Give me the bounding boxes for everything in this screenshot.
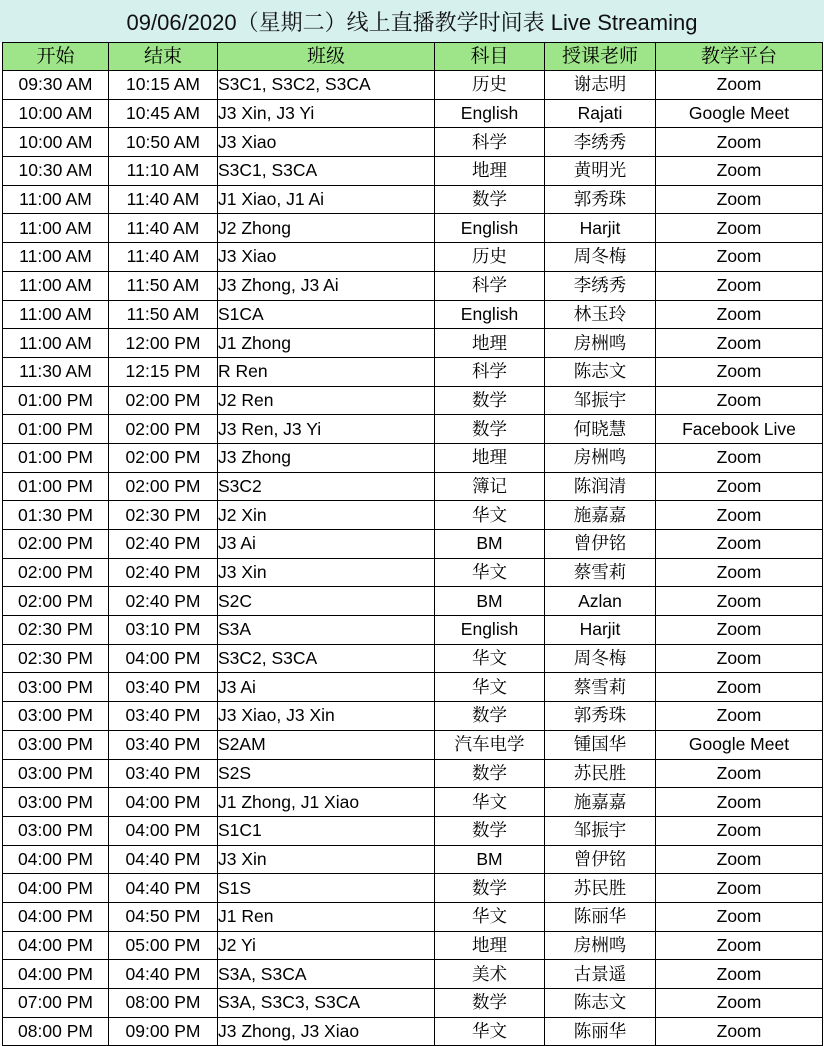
table-row <box>3 587 823 616</box>
platform-cell: Zoom <box>656 185 823 214</box>
end-time-cell: 04:00 PM <box>109 788 218 817</box>
teacher-cell: 李绣秀 <box>545 128 656 157</box>
start-time-cell: 04:00 PM <box>3 931 109 960</box>
subject-cell: 数学 <box>435 874 545 903</box>
teacher-cell: 郭秀珠 <box>545 185 656 214</box>
end-time-cell: 04:40 PM <box>109 845 218 874</box>
end-time-cell: 05:00 PM <box>109 931 218 960</box>
class-cell: J1 Zhong <box>218 329 435 358</box>
end-time-cell: 02:00 PM <box>109 415 218 444</box>
teacher-cell: 房栦鸣 <box>545 329 656 358</box>
teacher-cell: 陈丽华 <box>545 902 656 931</box>
start-time-cell: 02:30 PM <box>3 616 109 645</box>
start-time-cell: 02:00 PM <box>3 587 109 616</box>
end-time-cell: 03:40 PM <box>109 673 218 702</box>
end-time-cell: 09:00 PM <box>109 1017 218 1046</box>
class-cell: S3A <box>218 616 435 645</box>
class-cell: J2 Ren <box>218 386 435 415</box>
platform-cell: Zoom <box>656 759 823 788</box>
start-time-cell: 01:00 PM <box>3 415 109 444</box>
schedule-body <box>3 71 823 1046</box>
start-time-cell: 10:00 AM <box>3 128 109 157</box>
start-time-cell: 03:00 PM <box>3 673 109 702</box>
start-time-cell: 07:00 PM <box>3 989 109 1018</box>
teacher-cell: 锺国华 <box>545 730 656 759</box>
teacher-cell: 施嘉嘉 <box>545 788 656 817</box>
end-time-cell: 03:40 PM <box>109 702 218 731</box>
header-end: 结束 <box>109 43 218 71</box>
start-time-cell: 01:00 PM <box>3 386 109 415</box>
class-cell: J3 Ai <box>218 673 435 702</box>
table-row <box>3 71 823 100</box>
start-time-cell: 11:00 AM <box>3 271 109 300</box>
header-teacher: 授课老师 <box>545 43 656 71</box>
teacher-cell: 房栦鸣 <box>545 443 656 472</box>
start-time-cell: 03:00 PM <box>3 788 109 817</box>
end-time-cell: 04:00 PM <box>109 816 218 845</box>
teacher-cell: Harjit <box>545 616 656 645</box>
end-time-cell: 04:50 PM <box>109 902 218 931</box>
platform-cell: Zoom <box>656 989 823 1018</box>
start-time-cell: 10:00 AM <box>3 99 109 128</box>
teacher-cell: 邹振宇 <box>545 816 656 845</box>
end-time-cell: 04:00 PM <box>109 644 218 673</box>
table-row <box>3 214 823 243</box>
class-cell: S2AM <box>218 730 435 759</box>
table-row <box>3 902 823 931</box>
class-cell: S2S <box>218 759 435 788</box>
page-title: 09/06/2020（星期二）线上直播教学时间表 Live Streaming <box>0 0 824 42</box>
teacher-cell: 周冬梅 <box>545 243 656 272</box>
class-cell: J3 Xin <box>218 845 435 874</box>
table-row <box>3 157 823 186</box>
teacher-cell: 黄明光 <box>545 157 656 186</box>
end-time-cell: 11:10 AM <box>109 157 218 186</box>
subject-cell: 华文 <box>435 788 545 817</box>
header-start: 开始 <box>3 43 109 71</box>
start-time-cell: 01:30 PM <box>3 501 109 530</box>
platform-cell: Facebook Live <box>656 415 823 444</box>
start-time-cell: 11:00 AM <box>3 329 109 358</box>
class-cell: J1 Ren <box>218 902 435 931</box>
teacher-cell: 李绣秀 <box>545 271 656 300</box>
table-row <box>3 357 823 386</box>
schedule-table <box>2 42 823 1046</box>
teacher-cell: 曾伊铭 <box>545 845 656 874</box>
platform-cell: Zoom <box>656 243 823 272</box>
table-row <box>3 443 823 472</box>
subject-cell: 数学 <box>435 702 545 731</box>
platform-cell: Zoom <box>656 300 823 329</box>
header-class: 班级 <box>218 43 435 71</box>
table-row <box>3 558 823 587</box>
teacher-cell: 陈志文 <box>545 989 656 1018</box>
class-cell: J3 Xin <box>218 558 435 587</box>
teacher-cell: 周冬梅 <box>545 644 656 673</box>
table-row <box>3 271 823 300</box>
end-time-cell: 02:40 PM <box>109 587 218 616</box>
subject-cell: 科学 <box>435 128 545 157</box>
table-row <box>3 472 823 501</box>
start-time-cell: 11:30 AM <box>3 357 109 386</box>
platform-cell: Zoom <box>656 960 823 989</box>
subject-cell: 簿记 <box>435 472 545 501</box>
end-time-cell: 12:15 PM <box>109 357 218 386</box>
teacher-cell: Azlan <box>545 587 656 616</box>
table-row <box>3 386 823 415</box>
table-row <box>3 185 823 214</box>
table-row <box>3 1017 823 1046</box>
teacher-cell: 蔡雪莉 <box>545 673 656 702</box>
start-time-cell: 11:00 AM <box>3 214 109 243</box>
class-cell: S1C1 <box>218 816 435 845</box>
platform-cell: Zoom <box>656 443 823 472</box>
platform-cell: Google Meet <box>656 730 823 759</box>
teacher-cell: 何晓慧 <box>545 415 656 444</box>
header-row <box>3 43 823 71</box>
teacher-cell: 苏民胜 <box>545 874 656 903</box>
class-cell: J2 Zhong <box>218 214 435 243</box>
end-time-cell: 11:40 AM <box>109 214 218 243</box>
subject-cell: 数学 <box>435 989 545 1018</box>
teacher-cell: 陈志文 <box>545 357 656 386</box>
subject-cell: English <box>435 300 545 329</box>
start-time-cell: 03:00 PM <box>3 730 109 759</box>
end-time-cell: 03:40 PM <box>109 730 218 759</box>
end-time-cell: 04:40 PM <box>109 960 218 989</box>
platform-cell: Zoom <box>656 329 823 358</box>
table-row <box>3 874 823 903</box>
subject-cell: BM <box>435 530 545 559</box>
platform-cell: Zoom <box>656 788 823 817</box>
platform-cell: Google Meet <box>656 99 823 128</box>
class-cell: J3 Xiao <box>218 128 435 157</box>
class-cell: J1 Xiao, J1 Ai <box>218 185 435 214</box>
class-cell: S1S <box>218 874 435 903</box>
start-time-cell: 03:00 PM <box>3 702 109 731</box>
teacher-cell: Rajati <box>545 99 656 128</box>
end-time-cell: 02:00 PM <box>109 443 218 472</box>
subject-cell: 华文 <box>435 1017 545 1046</box>
platform-cell: Zoom <box>656 702 823 731</box>
table-row <box>3 989 823 1018</box>
class-cell: S2C <box>218 587 435 616</box>
platform-cell: Zoom <box>656 271 823 300</box>
platform-cell: Zoom <box>656 386 823 415</box>
table-row <box>3 300 823 329</box>
subject-cell: 历史 <box>435 243 545 272</box>
end-time-cell: 10:45 AM <box>109 99 218 128</box>
subject-cell: 科学 <box>435 271 545 300</box>
class-cell: J3 Ren, J3 Yi <box>218 415 435 444</box>
subject-cell: 数学 <box>435 759 545 788</box>
subject-cell: 数学 <box>435 816 545 845</box>
subject-cell: 数学 <box>435 185 545 214</box>
subject-cell: 华文 <box>435 501 545 530</box>
class-cell: J1 Zhong, J1 Xiao <box>218 788 435 817</box>
header-subject: 科目 <box>435 43 545 71</box>
start-time-cell: 09:30 AM <box>3 71 109 100</box>
table-row <box>3 759 823 788</box>
header-platform: 教学平台 <box>656 43 823 71</box>
platform-cell: Zoom <box>656 874 823 903</box>
class-cell: S3A, S3C3, S3CA <box>218 989 435 1018</box>
end-time-cell: 10:15 AM <box>109 71 218 100</box>
teacher-cell: 曾伊铭 <box>545 530 656 559</box>
table-row <box>3 616 823 645</box>
subject-cell: 地理 <box>435 443 545 472</box>
platform-cell: Zoom <box>656 673 823 702</box>
end-time-cell: 03:40 PM <box>109 759 218 788</box>
subject-cell: 科学 <box>435 357 545 386</box>
subject-cell: English <box>435 99 545 128</box>
end-time-cell: 02:00 PM <box>109 386 218 415</box>
class-cell: J3 Zhong, J3 Ai <box>218 271 435 300</box>
class-cell: R Ren <box>218 357 435 386</box>
end-time-cell: 11:40 AM <box>109 243 218 272</box>
platform-cell: Zoom <box>656 931 823 960</box>
table-row <box>3 845 823 874</box>
start-time-cell: 11:00 AM <box>3 185 109 214</box>
class-cell: J3 Xin, J3 Yi <box>218 99 435 128</box>
subject-cell: 数学 <box>435 415 545 444</box>
platform-cell: Zoom <box>656 71 823 100</box>
end-time-cell: 08:00 PM <box>109 989 218 1018</box>
start-time-cell: 08:00 PM <box>3 1017 109 1046</box>
subject-cell: 美术 <box>435 960 545 989</box>
platform-cell: Zoom <box>656 472 823 501</box>
platform-cell: Zoom <box>656 357 823 386</box>
teacher-cell: 施嘉嘉 <box>545 501 656 530</box>
class-cell: J3 Zhong <box>218 443 435 472</box>
subject-cell: 汽车电学 <box>435 730 545 759</box>
start-time-cell: 04:00 PM <box>3 874 109 903</box>
table-row <box>3 816 823 845</box>
platform-cell: Zoom <box>656 530 823 559</box>
teacher-cell: 谢志明 <box>545 71 656 100</box>
start-time-cell: 11:00 AM <box>3 300 109 329</box>
class-cell: J3 Xiao <box>218 243 435 272</box>
table-row <box>3 960 823 989</box>
subject-cell: English <box>435 616 545 645</box>
teacher-cell: 陈润清 <box>545 472 656 501</box>
platform-cell: Zoom <box>656 157 823 186</box>
platform-cell: Zoom <box>656 902 823 931</box>
subject-cell: 地理 <box>435 157 545 186</box>
class-cell: J2 Yi <box>218 931 435 960</box>
table-row <box>3 730 823 759</box>
teacher-cell: 陈丽华 <box>545 1017 656 1046</box>
end-time-cell: 02:40 PM <box>109 530 218 559</box>
table-row <box>3 128 823 157</box>
platform-cell: Zoom <box>656 616 823 645</box>
platform-cell: Zoom <box>656 214 823 243</box>
class-cell: J3 Zhong, J3 Xiao <box>218 1017 435 1046</box>
teacher-cell: Harjit <box>545 214 656 243</box>
table-row <box>3 99 823 128</box>
subject-cell: 数学 <box>435 386 545 415</box>
subject-cell: English <box>435 214 545 243</box>
subject-cell: 历史 <box>435 71 545 100</box>
subject-cell: 华文 <box>435 902 545 931</box>
platform-cell: Zoom <box>656 644 823 673</box>
teacher-cell: 邹振宇 <box>545 386 656 415</box>
start-time-cell: 03:00 PM <box>3 759 109 788</box>
start-time-cell: 01:00 PM <box>3 472 109 501</box>
table-row <box>3 673 823 702</box>
end-time-cell: 11:40 AM <box>109 185 218 214</box>
class-cell: S1CA <box>218 300 435 329</box>
platform-cell: Zoom <box>656 845 823 874</box>
platform-cell: Zoom <box>656 128 823 157</box>
class-cell: J3 Xiao, J3 Xin <box>218 702 435 731</box>
subject-cell: 地理 <box>435 329 545 358</box>
teacher-cell: 苏民胜 <box>545 759 656 788</box>
table-row <box>3 501 823 530</box>
teacher-cell: 林玉玲 <box>545 300 656 329</box>
end-time-cell: 02:00 PM <box>109 472 218 501</box>
subject-cell: 华文 <box>435 673 545 702</box>
end-time-cell: 02:40 PM <box>109 558 218 587</box>
end-time-cell: 03:10 PM <box>109 616 218 645</box>
class-cell: J3 Ai <box>218 530 435 559</box>
subject-cell: 华文 <box>435 644 545 673</box>
table-row <box>3 243 823 272</box>
subject-cell: BM <box>435 587 545 616</box>
table-row <box>3 702 823 731</box>
end-time-cell: 10:50 AM <box>109 128 218 157</box>
teacher-cell: 蔡雪莉 <box>545 558 656 587</box>
table-row <box>3 415 823 444</box>
start-time-cell: 04:00 PM <box>3 960 109 989</box>
class-cell: J2 Xin <box>218 501 435 530</box>
teacher-cell: 古景遥 <box>545 960 656 989</box>
class-cell: S3C1, S3C2, S3CA <box>218 71 435 100</box>
platform-cell: Zoom <box>656 1017 823 1046</box>
start-time-cell: 02:00 PM <box>3 530 109 559</box>
teacher-cell: 郭秀珠 <box>545 702 656 731</box>
start-time-cell: 01:00 PM <box>3 443 109 472</box>
table-row <box>3 329 823 358</box>
end-time-cell: 12:00 PM <box>109 329 218 358</box>
end-time-cell: 11:50 AM <box>109 271 218 300</box>
platform-cell: Zoom <box>656 558 823 587</box>
platform-cell: Zoom <box>656 816 823 845</box>
start-time-cell: 04:00 PM <box>3 845 109 874</box>
table-row <box>3 931 823 960</box>
platform-cell: Zoom <box>656 587 823 616</box>
class-cell: S3A, S3CA <box>218 960 435 989</box>
subject-cell: BM <box>435 845 545 874</box>
start-time-cell: 03:00 PM <box>3 816 109 845</box>
end-time-cell: 04:40 PM <box>109 874 218 903</box>
class-cell: S3C2, S3CA <box>218 644 435 673</box>
end-time-cell: 11:50 AM <box>109 300 218 329</box>
start-time-cell: 10:30 AM <box>3 157 109 186</box>
platform-cell: Zoom <box>656 501 823 530</box>
class-cell: S3C1, S3CA <box>218 157 435 186</box>
class-cell: S3C2 <box>218 472 435 501</box>
teacher-cell: 房栦鸣 <box>545 931 656 960</box>
table-row <box>3 644 823 673</box>
start-time-cell: 11:00 AM <box>3 243 109 272</box>
table-row <box>3 530 823 559</box>
subject-cell: 华文 <box>435 558 545 587</box>
start-time-cell: 04:00 PM <box>3 902 109 931</box>
subject-cell: 地理 <box>435 931 545 960</box>
table-row <box>3 788 823 817</box>
start-time-cell: 02:00 PM <box>3 558 109 587</box>
end-time-cell: 02:30 PM <box>109 501 218 530</box>
start-time-cell: 02:30 PM <box>3 644 109 673</box>
